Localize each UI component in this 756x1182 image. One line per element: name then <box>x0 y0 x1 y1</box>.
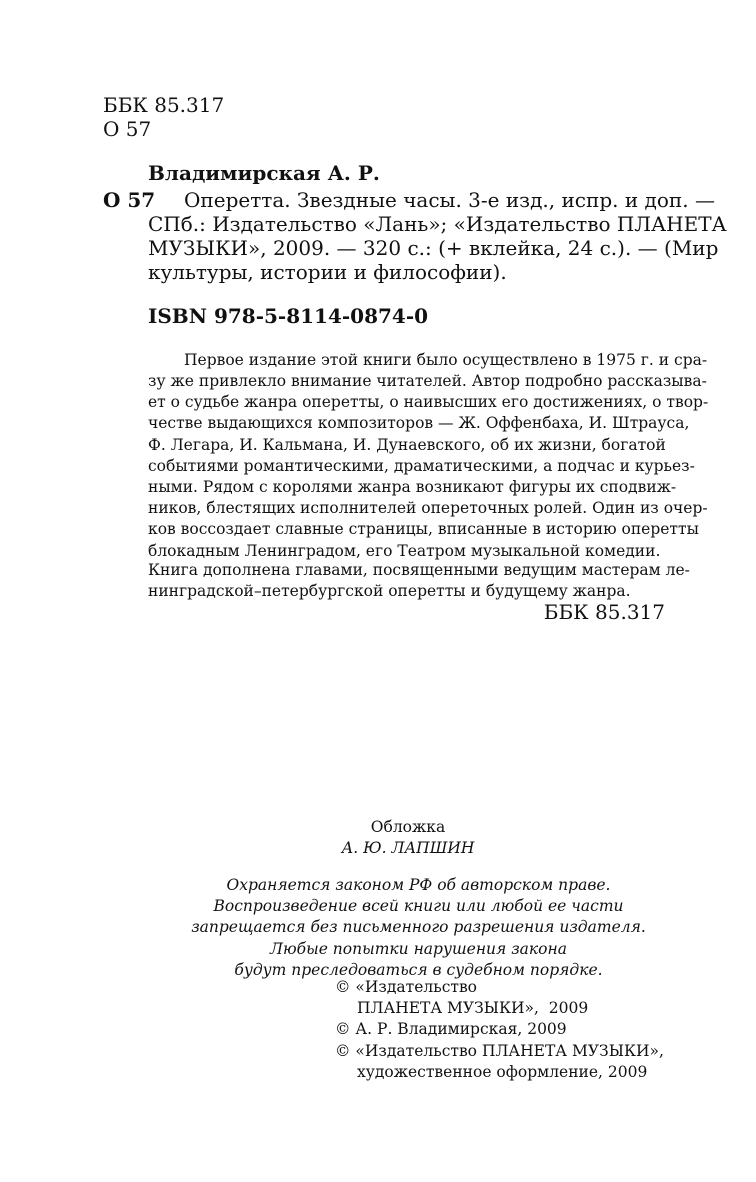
isbn: ISBN 978-5-8114-0874-0 <box>148 304 429 328</box>
annotation-line: событиями романтическими, драматическими, а подчас и курьез- <box>148 456 695 475</box>
copyright-line: © «Издательство <box>335 978 478 996</box>
catalog-mark: О 57 <box>103 188 156 212</box>
copyright-line: ПЛАНЕТА МУЗЫКИ», 2009 <box>357 999 589 1018</box>
annotation-line: нинградской–петербургской оперетты и будущему жанра. <box>148 582 631 601</box>
bbk-code: ББК 85.317 <box>103 93 225 117</box>
annotation <box>148 371 709 562</box>
catalog-description-line-1: Оперетта. Звездные часы. 3-е изд., испр. и доп. — <box>184 188 715 212</box>
copyright-line: © «Издательство ПЛАНЕТА МУЗЫКИ», <box>335 1041 664 1060</box>
copyright-block <box>335 977 664 1083</box>
annotation-line: ет о судьбе жанра оперетты, о наивысших его достижениях, о твор- <box>148 393 709 412</box>
description-line: культуры, истории и философии). <box>148 260 507 284</box>
description-line: СПб.: Издательство «Лань»; «Издательство ПЛАНЕТА <box>148 212 727 236</box>
author-heading: Владимирская А. Р. <box>148 161 380 185</box>
annotation-line-1: Первое издание этой книги было осуществлено в 1975 г. и сра- <box>184 351 708 369</box>
cover-label: Обложка <box>370 818 446 836</box>
legal-line: Охраняется законом РФ об авторском праве. <box>226 876 611 894</box>
annotation-line: блокадным Ленинградом, его Театром музыкальной комедии. <box>148 541 661 560</box>
annotation-line: Книга дополнена главами, посвященными ведущим мастерам ле- <box>148 561 690 579</box>
cover-credit <box>258 817 558 859</box>
catalog-description <box>148 212 727 284</box>
annotation-line: ников, блестящих исполнителей опереточных ролей. Один из очер- <box>148 499 708 518</box>
legal-line: Любые попытки нарушения закона <box>270 939 567 958</box>
legal-line: Воспроизведение всей книги или любой ее части <box>213 897 624 916</box>
classification-block <box>103 93 224 141</box>
annotation-line: зу же привлекло внимание читателей. Автор подробно рассказыва- <box>148 372 707 390</box>
author-mark: О 57 <box>103 117 152 141</box>
annotation-line: ков воссоздает славные страницы, вписанные в историю оперетты <box>148 520 699 539</box>
annotation-line: честве выдающихся композиторов — Ж. Оффенбаха, И. Штрауса, <box>148 414 690 433</box>
legal-line: будут преследоваться в судебном порядке. <box>234 960 603 979</box>
annotation-line: Ф. Легара, И. Кальмана, И. Дунаевского, об их жизни, богатой <box>148 435 666 454</box>
copyright-line: художественное оформление, 2009 <box>357 1062 648 1081</box>
description-line: МУЗЫКИ», 2009. — 320 с.: (+ вклейка, 24 с.). — (Мир <box>148 236 719 260</box>
legal-notice <box>160 875 677 981</box>
annotation-tail <box>148 560 690 602</box>
copyright-line: © А. Р. Владимирская, 2009 <box>335 1020 567 1039</box>
cover-designer: А. Ю. ЛАПШИН <box>341 839 475 858</box>
annotation-bbk: ББК 85.317 <box>543 600 665 624</box>
legal-line: запрещается без письменного разрешения издателя. <box>191 918 646 937</box>
annotation-line: ными. Рядом с королями жанра возникают фигуры их сподвиж- <box>148 478 677 497</box>
